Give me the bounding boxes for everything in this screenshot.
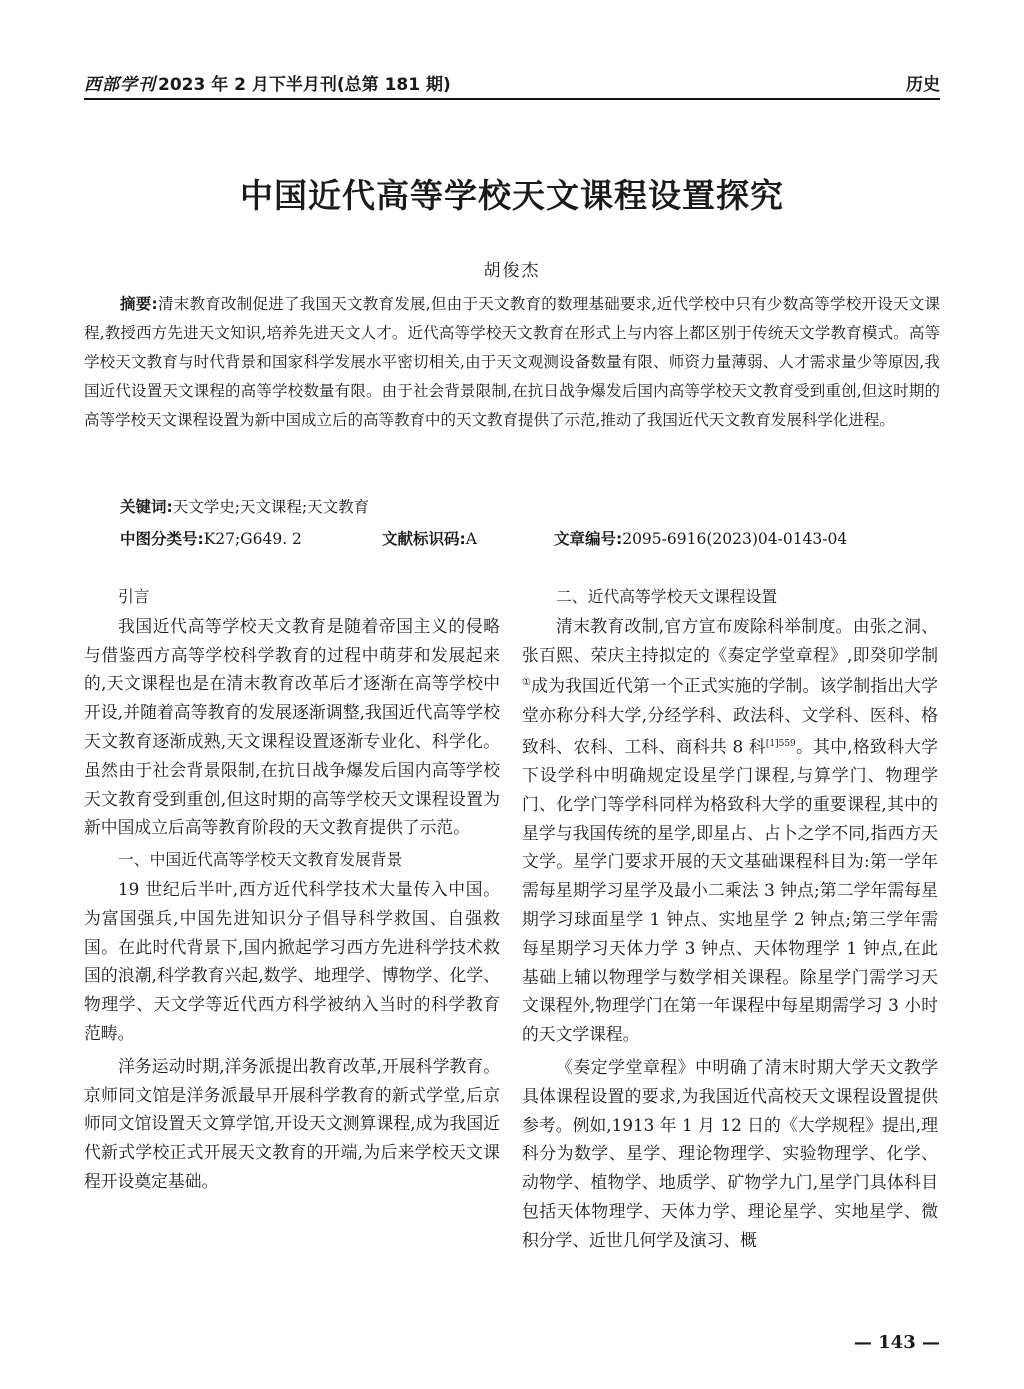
section-1-heading: 一、中国近代高等学校天文教育发展背景 bbox=[118, 850, 403, 870]
doc-code bbox=[382, 527, 477, 549]
section-2-heading: 二、近代高等学校天文课程设置 bbox=[556, 587, 778, 606]
doc-label: 文献标识码: bbox=[382, 530, 466, 548]
page-number: — 143 — bbox=[853, 1332, 940, 1353]
intro-paragraph: 我国近代高等学校天文教育是随着帝国主义的侵略与借鉴西方高等学校科学教育的过程中萌芽和发展起来的,天文课程也是在清末教育改革后才逐渐在高等学校中开设,并随着高等教育的发展逐渐调整,我国近代高等学校天文教育逐渐成熟,天文课程设置逐渐专业化、科学化。虽然由于社会背景限制,在抗日战争爆发后国内高等学校天文教育受到重创,但这时期的高等学校天文课程设置为新中国成立后高等教育阶段的天文教育提供了示范。 bbox=[84, 615, 500, 838]
running-header bbox=[84, 68, 940, 100]
article-label: 文章编号: bbox=[554, 530, 623, 548]
left-column bbox=[84, 583, 500, 1196]
doc-value: A bbox=[465, 530, 477, 548]
issue-info: 2023 年 2 月下半月刊(总第 181 期) bbox=[158, 75, 451, 95]
right-column bbox=[522, 583, 938, 1255]
paragraph-text: 清末教育改制,官方宣布废除科举制度。由张之洞、张百熙、荣庆主持拟定的《奏定学堂章程》,即癸卯学制 bbox=[522, 615, 938, 665]
abstract-text: 清末教育改制促进了我国天文教育发展,但由于天文教育的数理基础要求,近代学校中只有少数高等学校开设天文课程,教授西方先进天文知识,培养先进天文人才。近代高等学校天文教育在形式上与内容上都区别于传统天文学教育模式。高等学校天文教育与时代背景和国家科学发展水平密切相关,由于天文观测设备数量有限、师资力量薄弱、人才需求量少等原因,我国近代设置天文课程的高等学校数量有限。由于社会背景限制,在抗日战争爆发后国内高等学校天文教育受到重创,但这时期的高等学校天文课程设置为新中国成立后的高等教育中的天文教育提供了示范,推动了我国近代天文教育发展科学化进程。 bbox=[84, 295, 941, 429]
clc-value: K27;G649. 2 bbox=[203, 530, 302, 548]
journal-name: 西部学刊 bbox=[84, 75, 156, 95]
abstract-label: 摘要: bbox=[120, 295, 158, 313]
footnote-marker: ① bbox=[522, 677, 532, 689]
article-value: 2095-6916(2023)04-0143-04 bbox=[622, 530, 848, 548]
section-2-paragraph-2: 《奏定学堂章程》中明确了清末时期大学天文教学具体课程设置的要求,为我国近代高校天文课程设置提供参考。例如,1913 年 1 月 12 日的《大学规程》提出,理科分为数学、星学、理论物理学、实验物理学、化学、动物学、植物学、地质学、矿物学九门,星学门具体科目包括天体物理学、天体力学、理论星学、实地星学、微积分学、近世几何学及演习、概 bbox=[522, 1056, 938, 1250]
keywords-text: 天文学史;天文课程;天文教育 bbox=[172, 498, 370, 516]
article-title: 中国近代高等学校天文课程设置探究 bbox=[240, 176, 784, 215]
section-name: 历史 bbox=[906, 75, 940, 95]
section-2-paragraph-1 bbox=[522, 612, 938, 1049]
clc-label: 中图分类号: bbox=[120, 530, 204, 548]
citation-marker: [1]559 bbox=[765, 738, 796, 749]
article-number bbox=[554, 527, 847, 549]
intro-heading: 引言 bbox=[118, 587, 150, 606]
paragraph-text: 成为我国近代第一个正式实施的学制。该学制指出大学堂亦称分科大学,分经学科、政法科、文学科、医科、格致科、农科、工科、商科共 8 科 bbox=[522, 675, 938, 757]
section-1-paragraph-1: 19 世纪后半叶,西方近代科学技术大量传入中国。为富国强兵,中国先进知识分子倡导科学救国、自强救国。在此时代背景下,国内掀起学习西方先进科学技术救国的浪潮,科学教育兴起,数学、地理学、博物学、化学、物理学、天文学等近代西方科学被纳入当时的科学教育范畴。 bbox=[84, 878, 500, 1043]
header-left bbox=[84, 70, 451, 95]
keywords bbox=[120, 495, 369, 517]
clc-number bbox=[120, 527, 302, 549]
section-1-paragraph-2: 洋务运动时期,洋务派提出教育改革,开展科学教育。京师同文馆是洋务派最早开展科学教育的新式学堂,后京师同文馆设置天文算学馆,开设天文测算课程,成为我国近代新式学校正式开展天文教育的开端,为后来学校天文课程开设奠定基础。 bbox=[84, 1055, 500, 1191]
author-name: 胡俊杰 bbox=[483, 261, 541, 281]
paragraph-text: 。其中,格致科大学下设学科中明确规定设星学门课程,与算学门、物理学门、化学门等学科同样为格致科大学的重要课程,其中的星学与我国传统的星学,即星占、占卜之学不同,指西方天文学。星学门要求开展的天文基础课程科目为:第一学年需每星期学习星学及最小二乘法 3 钟点;第二学年需每星期学习球面星学 1 钟点、实地星学 2 钟点;第三学年需每星期学习天体力学 3 钟点、天体物理学 1 钟点,在此基础上辅以物理学与数学相关课程。除星学门需学习天文课程外,物理学门在第一年课程中每星期需学习 3 小时的天文学课程。 bbox=[522, 736, 938, 1045]
keywords-label: 关键词: bbox=[120, 498, 173, 516]
abstract bbox=[84, 290, 940, 435]
